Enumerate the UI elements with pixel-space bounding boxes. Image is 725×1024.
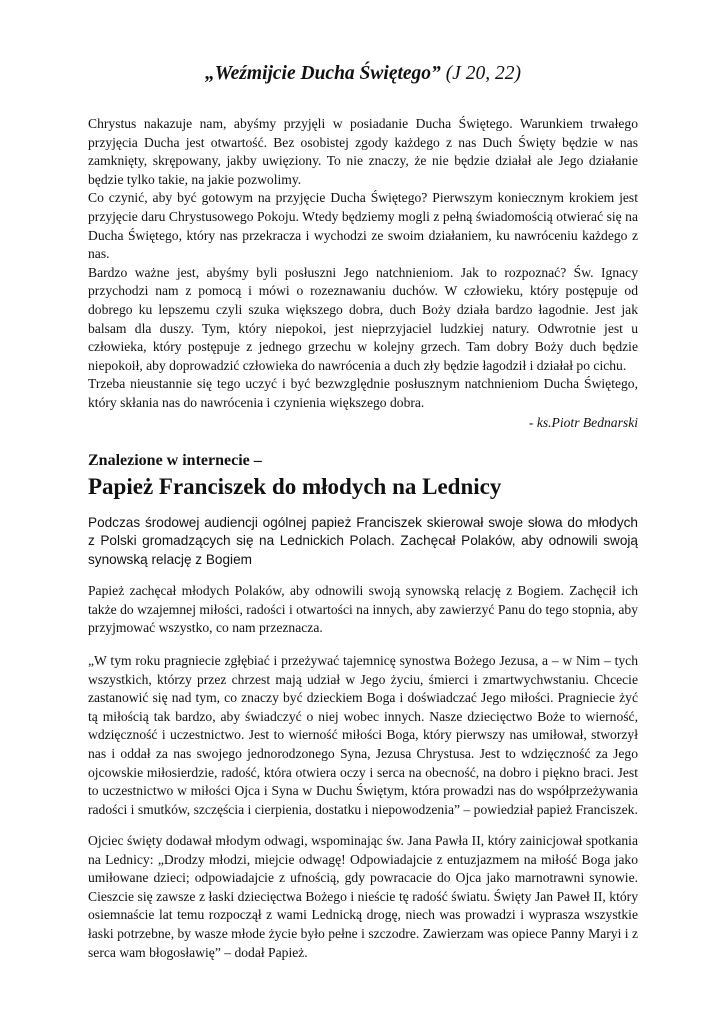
intro-paragraph-1: Chrystus nakazuje nam, abyśmy przyjęli w posiadanie Ducha Świętego. Warunkiem trwałego przyjęcia Ducha jest otwartość. Bez osobistej zgody każdego z nas Duch Święty będzie w nas zamknięty, skrępowany, jakby uwięziony. To nie znaczy, że nie będzie działał ale Jego działanie będzie tylko takie, na jakie pozwolimy. xyxy=(88,116,638,187)
article-paragraph-3-block xyxy=(88,832,638,962)
article-lead: Podczas środowej audiencji ogólnej papież Franciszek skierował swoje słowa do młodych z Polski gromadzących się na Lednickich Polach. Zachęcał Polaków, aby odnowili swoją synowską relację z Bogiem xyxy=(88,515,638,567)
article-paragraph-3: Ojciec święty dodawał młodym odwagi, wspominając św. Jana Pawła II, który zainicjował spotkania na Lednicy: „Drodzy młodzi, miejcie odwagę! Odpowiadajcie z entuzjazmem na miłość Boga jako umiłowane dzieci; odpowiadajcie z ufnością, gdy powracacie do Ojca jako marnotrawni synowie. Cieszcie się zawsze z łaski dziecięctwa Bożego i nieście tę radość światu. Święty Jan Paweł II, który osiemnaście lat temu rozpoczął z wami Lednicką drogę, niech was prowadzi i wyprasza wszystkie łaski potrzebne, by wasze młode życie było pełne i szczodre. Zawierzam was opiece Panny Maryi i z serca wam błogosławię” – dodał Papież. xyxy=(88,833,638,960)
title-main: „Weźmijcie Ducha Świętego” xyxy=(205,63,441,84)
article-paragraph-1-block xyxy=(88,582,638,638)
intro-section xyxy=(88,115,638,413)
article-paragraph-2: „W tym roku pragniecie zgłębiać i przeżywać tajemnicę synostwa Bożego Jezusa, a – w Nim – tych wszystkich, którzy przez chrzest mają udział w Jego życiu, śmierci i zmartwychwstaniu. Chcecie zastanowić się nad tym, co znaczy być dzieckiem Boga i doświadczać Jego miłości. Pragniecie żyć tą miłością tak bardzo, aby świadczyć o niej wobec innych. Nasze dziecięctwo Boże to wierność, wdzięczność i uczestnictwo. Jest to wierność miłości Boga, który pierwszy nas umiłował, stworzył nas i oddał za nas swojego jednorodzonego Syna, Jezusa Chrystusa. Jest to wdzięczność za Jego ojcowskie miłosierdzie, radość, która otwiera oczy i serca na obecność, na dobro i piękno braci. Jest to uczestnictwo w miłości Ojca i Syna w Duchu Świętym, która prowadzi nas do współprzeżywania radości i smutków, szczęścia i cierpienia, dostatku i niepowodzenia” – powiedział papież Franciszek. xyxy=(88,653,638,817)
intro-paragraph-4: Trzeba nieustannie się tego uczyć i być bezwzględnie posłusznym natchnieniom Ducha Świętego, który skłania nas do nawrócenia i czynienia większego dobra. xyxy=(88,376,638,410)
intro-paragraph-3: Bardzo ważne jest, abyśmy byli posłuszni Jego natchnieniom. Jak to rozpoznać? Św. Ignacy przychodzi nam z pomocą i mówi o rozeznawaniu duchów. W człowieku, który postępuje od dobrego ku lepszemu czyli szuka większego dobra, duch Boży działa bardzo łagodnie. Jest jak balsam dla duszy. Tym, który niepokoi, jest nieprzyjaciel ludzkiej natury. Odwrotnie jest u człowieka, który postępuje z jednego grzechu w kolejny grzech. Tam dobry Boży duch będzie niepokoił, aby doprowadzić człowieka do nawrócenia a duch zły będzie łagodził i działał po cichu. xyxy=(88,264,638,373)
article-paragraph-1: Papież zachęcał młodych Polaków, aby odnowili swoją synowską relację z Bogiem. Zachęcił ich także do wzajemnej miłości, radości i otwartości na innych, aby zawierzyć Panu do tego stopnia, aby przyjmować wszystko, co nam przeznacza. xyxy=(88,583,638,636)
article-quote-block xyxy=(88,652,638,819)
page-title xyxy=(88,62,638,86)
intro-paragraph-2: Co czynić, aby być gotowym na przyjęcie Ducha Świętego? Pierwszym koniecznym krokiem jest przyjęcie daru Chrystusowego Pokoju. Wtedy będziemy mogli z pełną świadomością otwierać się na Ducha Świętego, który nas przekracza i wychodzi ze swoim działaniem, ku nawróceniu każdego z nas. xyxy=(88,190,638,262)
article-kicker: Znalezione w internecie – xyxy=(88,452,262,469)
article-headline: Papież Franciszek do młodych na Lednicy xyxy=(88,474,502,499)
title-reference: (J 20, 22) xyxy=(445,63,521,84)
author-signature: - ks.Piotr Bednarski xyxy=(528,415,638,430)
